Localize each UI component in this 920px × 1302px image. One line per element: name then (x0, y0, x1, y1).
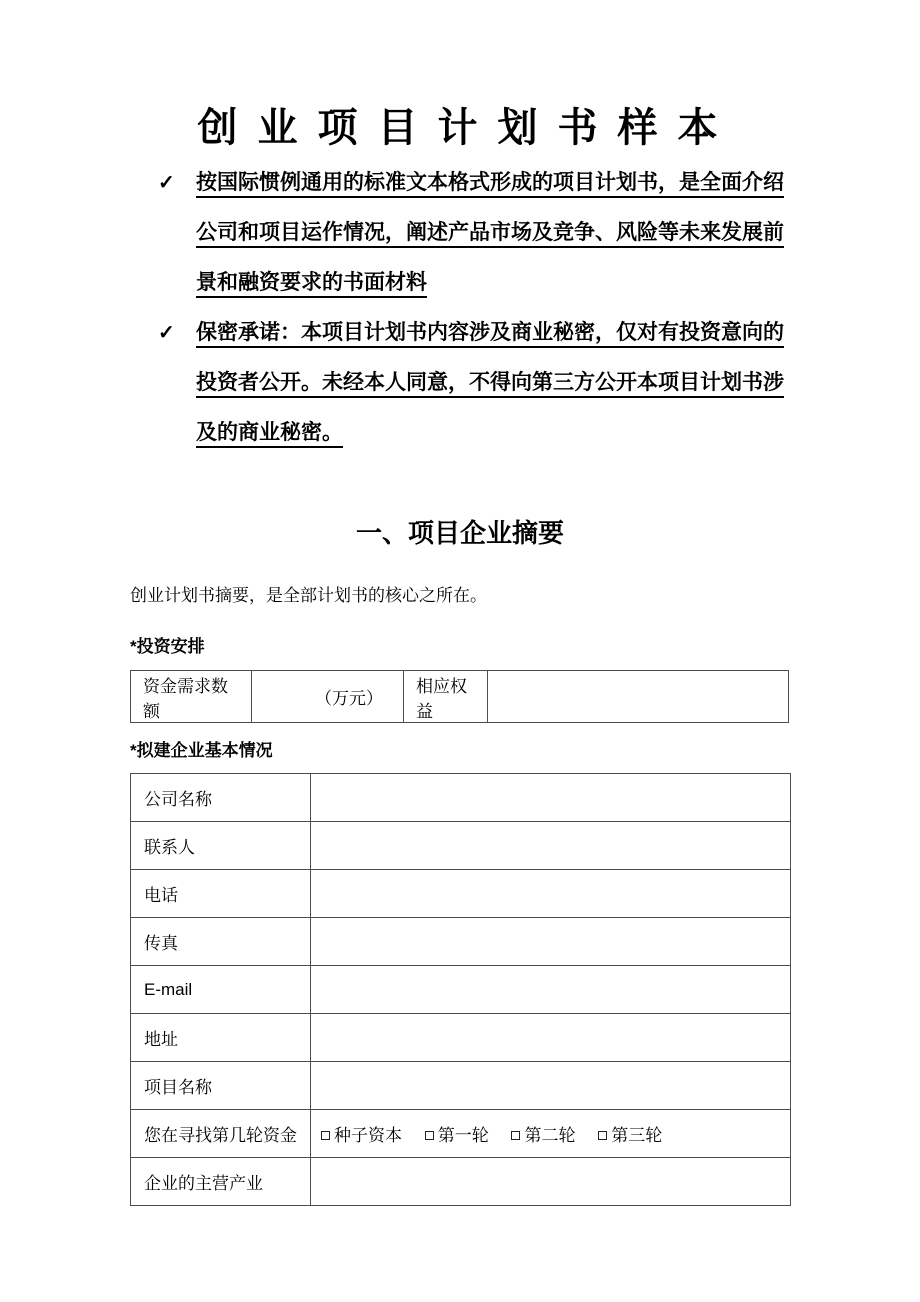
company-info-table (130, 773, 791, 1206)
value-cell[interactable] (311, 918, 791, 966)
equity-value-cell[interactable] (488, 671, 789, 723)
bullet-item (130, 308, 790, 458)
checkbox-option-second-round[interactable] (511, 1121, 575, 1146)
row-contact-person (131, 822, 791, 870)
investment-table (130, 670, 789, 723)
row-phone (131, 870, 791, 918)
company-info-label: *拟建企业基本情况 (130, 741, 273, 760)
value-cell[interactable] (311, 1014, 791, 1062)
label-cell: 地址 (131, 1014, 311, 1062)
value-cell[interactable] (311, 1062, 791, 1110)
checkbox-icon (425, 1131, 434, 1140)
page-title: 创 业 项 目 计 划 书 样 本 (197, 105, 723, 150)
value-cell[interactable] (311, 870, 791, 918)
label-cell: 电话 (131, 870, 311, 918)
equity-label-cell: 相应权益 (404, 671, 488, 723)
checkbox-option-seed-capital[interactable] (321, 1121, 402, 1146)
checkmark-icon: ✓ (158, 172, 175, 194)
funding-amount-unit-cell[interactable]: （万元） (252, 671, 404, 723)
row-address (131, 1014, 791, 1062)
bullet-item (130, 158, 790, 308)
funding-amount-label-cell: 资金需求数额 (131, 671, 252, 723)
bullet-text: 按国际惯例通用的标准文本格式形成的项目计划书，是全面介绍公司和项目运作情况，阐述产品市场及竞争、风险等未来发展前景和融资要求的书面材料 (196, 171, 784, 294)
checkbox-icon (598, 1131, 607, 1140)
checkbox-label: 种子资本 (334, 1126, 402, 1145)
label-cell: 公司名称 (131, 774, 311, 822)
table-row (131, 671, 789, 723)
value-cell[interactable] (311, 774, 791, 822)
checkbox-label: 第二轮 (524, 1126, 576, 1145)
label-cell: E-mail (131, 966, 311, 1014)
checkbox-option-third-round[interactable] (598, 1121, 662, 1146)
value-cell[interactable] (311, 966, 791, 1014)
funding-round-options-cell (311, 1110, 791, 1158)
checkbox-label: 第一轮 (437, 1126, 489, 1145)
checkbox-option-first-round[interactable] (425, 1121, 489, 1146)
label-cell: 传真 (131, 918, 311, 966)
row-company-name (131, 774, 791, 822)
row-funding-round (131, 1110, 791, 1158)
value-cell[interactable] (311, 822, 791, 870)
label-cell: 联系人 (131, 822, 311, 870)
bullet-text: 保密承诺：本项目计划书内容涉及商业秘密，仅对有投资意向的投资者公开。未经本人同意，不得向第三方公开本项目计划书涉及的商业秘密。 (196, 321, 784, 444)
row-fax (131, 918, 791, 966)
row-project-name (131, 1062, 791, 1110)
label-cell: 您在寻找第几轮资金 (131, 1110, 311, 1158)
value-cell[interactable] (311, 1158, 791, 1206)
checkbox-icon (511, 1131, 520, 1140)
label-cell: 企业的主营产业 (131, 1158, 311, 1206)
checkbox-label: 第三轮 (611, 1126, 663, 1145)
intro-text: 创业计划书摘要，是全部计划书的核心之所在。 (130, 586, 487, 605)
row-email (131, 966, 791, 1014)
investment-arrangement-label: *投资安排 (130, 637, 205, 656)
label-cell: 项目名称 (131, 1062, 311, 1110)
checkmark-icon: ✓ (158, 322, 175, 344)
bullet-list (130, 158, 790, 458)
row-main-industry (131, 1158, 791, 1206)
checkbox-icon (321, 1131, 330, 1140)
section-heading: 一、项目企业摘要 (355, 518, 564, 548)
